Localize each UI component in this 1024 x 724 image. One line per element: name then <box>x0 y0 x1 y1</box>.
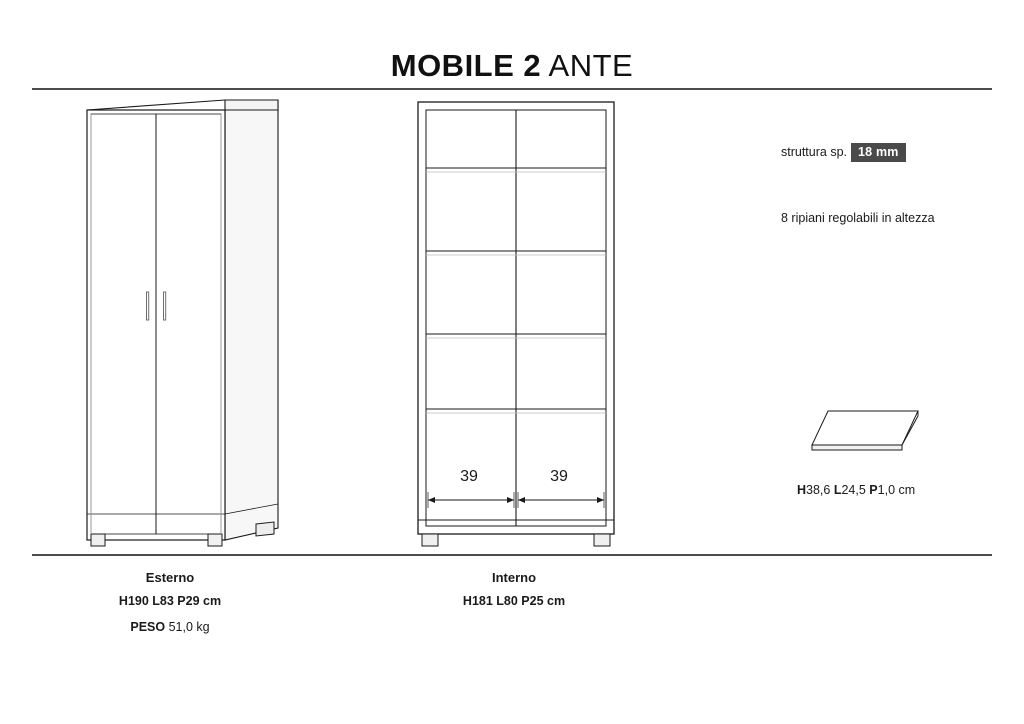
exterior-caption <box>60 570 280 634</box>
structure-thickness-label: struttura sp. <box>781 145 847 159</box>
weight-value: 51,0 kg <box>168 620 210 634</box>
interior-left-bay-width: 39 <box>460 468 478 485</box>
shelf-dim-l-value: 24,5 <box>841 483 870 497</box>
exterior-caption-title: Esterno <box>145 570 195 585</box>
shelves-note: 8 ripiani regolabili in altezza <box>781 211 935 225</box>
weight-label: PESO <box>130 620 166 634</box>
page-title-light: ANTE <box>541 48 634 83</box>
shelf-thumbnail <box>800 405 930 465</box>
interior-caption <box>404 570 624 608</box>
page-title <box>0 48 1024 84</box>
interior-right-bay-width: 39 <box>550 468 568 485</box>
shelf-dim-h-label: H <box>797 483 807 497</box>
interior-caption-title: Interno <box>491 570 537 585</box>
exterior-caption-dims: H190 L83 P29 cm <box>118 594 222 608</box>
exterior-caption-weight <box>60 620 280 634</box>
divider-top <box>32 88 992 90</box>
shelf-dim-p-label: P <box>869 483 878 497</box>
shelf-dim-p-value: 1,0 cm <box>877 483 916 497</box>
page-title-bold: MOBILE 2 <box>390 48 542 83</box>
interior-drawing <box>404 96 644 556</box>
interior-caption-dims: H181 L80 P25 cm <box>462 594 566 608</box>
exterior-drawing <box>60 96 320 556</box>
structure-thickness-badge: 18 mm <box>851 143 906 162</box>
shelf-dim-h-value: 38,6 <box>806 483 834 497</box>
structure-thickness <box>781 143 906 162</box>
shelf-dimensions <box>797 483 915 497</box>
shelf-dim-l-label: L <box>833 483 842 497</box>
